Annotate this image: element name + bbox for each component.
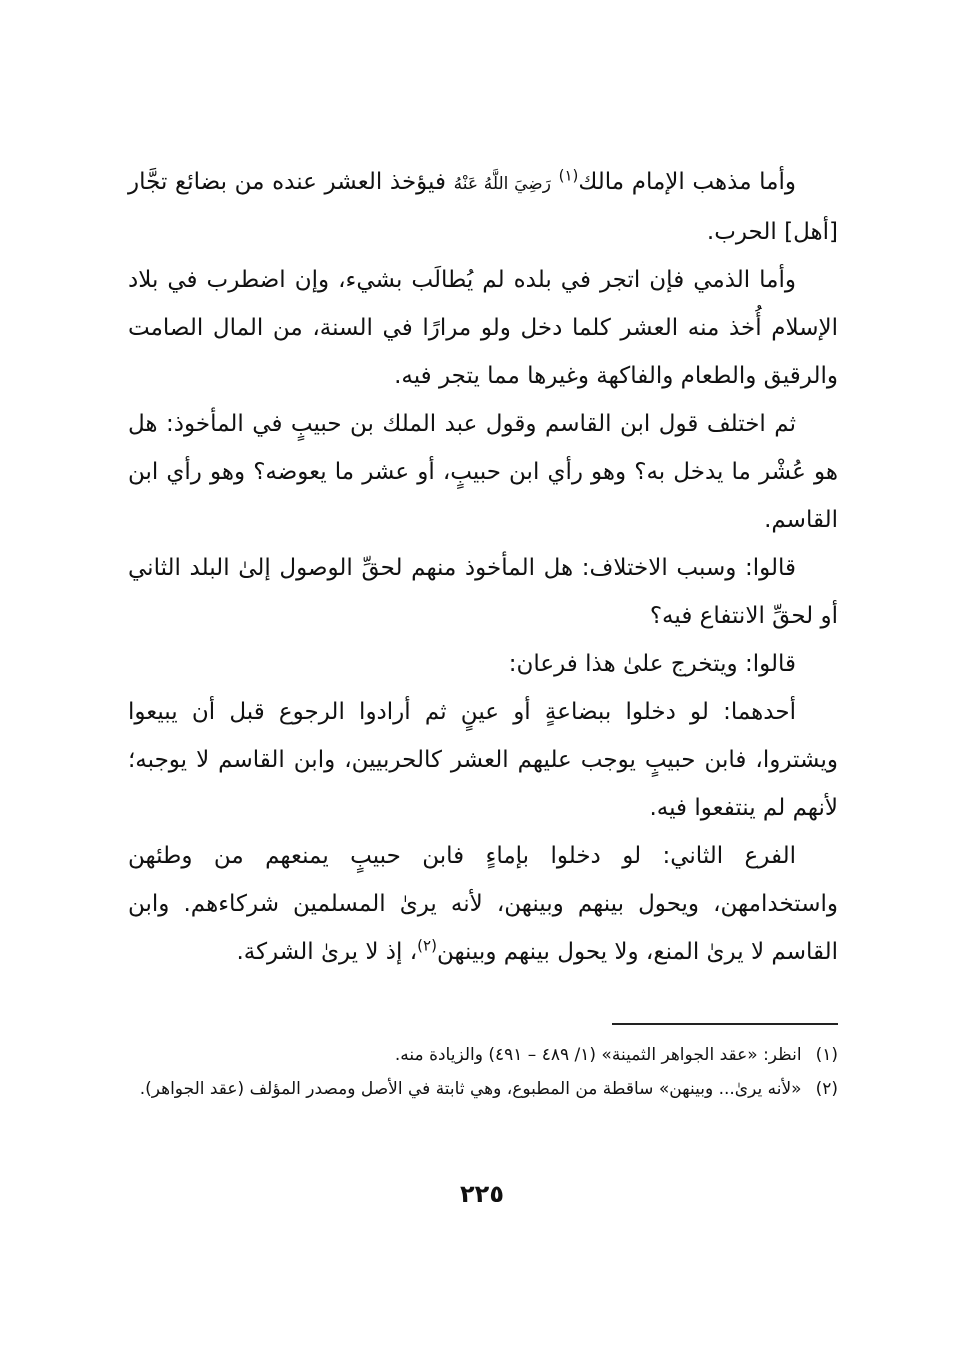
- paragraph-disagreement: ثم اختلف قول ابن القاسم وقول عبد الملك بن حبيبٍ في المأخوذ: هل هو عُشْر ما يدخل به؟ وهو رأي ابن حبيبٍ، أو عشر ما يعوضه؟ وهو رأي ابن القاسم.: [128, 411, 838, 533]
- footnote-text: انظر: «عقد الجواهر الثمينة» (١/ ٤٨٩ – ٤٩١) والزيادة منه.: [394, 1045, 802, 1065]
- footnote-1: [128, 1038, 838, 1072]
- footnotes-section: [128, 1038, 838, 1106]
- footnote-reference-2[interactable]: (٢): [417, 936, 437, 955]
- paragraph-second-branch: [128, 832, 838, 976]
- footnote-text: «لأنه يرىٰ... وبينهن» ساقطة من المطبوع، وهي ثابتة في الأصل ومصدر المؤلف (عقد الجواهر).: [139, 1079, 802, 1099]
- paragraph-reason: قالوا: وسبب الاختلاف: هل المأخوذ منهم لحقِّ الوصول إلىٰ البلد الثاني أو لحقِّ الانتفاع فيه؟: [128, 555, 838, 629]
- main-text-body: [128, 158, 838, 976]
- paragraph-text: فيؤخذ العشر عنده من بضائع تجَّار [أهل] الحرب.: [128, 169, 838, 245]
- footnote-divider: [612, 1023, 838, 1025]
- paragraph-maliki-view: [128, 158, 838, 256]
- paragraph-text: الفرع الثاني: لو دخلوا بإماءٍ فابن حبيبٍ يمنعهم من وطئهن واستخدامهن، ويحول بينهم وبينهن، لأنه يرىٰ المسلمين شركاءهم. وابن القاسم لا يرىٰ المنع، ولا يحول بينهم وبينهن: [128, 843, 838, 965]
- paragraph-two-branches: قالوا: ويتخرج علىٰ هذا فرعان:: [508, 651, 796, 677]
- paragraph-text: وأما مذهب الإمام مالك: [578, 169, 796, 195]
- honorific-phrase: رَضِيَ اللَّهُ عَنْهُ: [453, 174, 551, 194]
- paragraph-text: ، إذ لا يرىٰ الشركة.: [236, 939, 418, 965]
- footnote-number: (٢): [815, 1079, 838, 1099]
- page-number: ٢٢٥: [460, 1180, 504, 1208]
- footnote-2: [128, 1072, 838, 1106]
- paragraph-dhimmi-trade: وأما الذمي فإن اتجر في بلده لم يُطالَب بشيء، وإن اضطرب في بلاد الإسلام أُخذ منه العشر كلما دخل ولو مرارًا في السنة، من المال الصامت والرقيق والطعام والفاكهة وغيرها مما يتجر فيه.: [128, 267, 838, 389]
- footnote-reference-1[interactable]: (١): [558, 166, 579, 185]
- footnote-number: (١): [815, 1045, 838, 1065]
- paragraph-first-branch: أحدهما: لو دخلوا ببضاعةٍ أو عينٍ ثم أرادوا الرجوع قبل أن يبيعوا ويشتروا، فابن حبيبٍ يوجب عليهم العشر كالحربيين، وابن القاسم لا يوجبه؛ لأنهم لم ينتفعوا فيه.: [128, 699, 838, 821]
